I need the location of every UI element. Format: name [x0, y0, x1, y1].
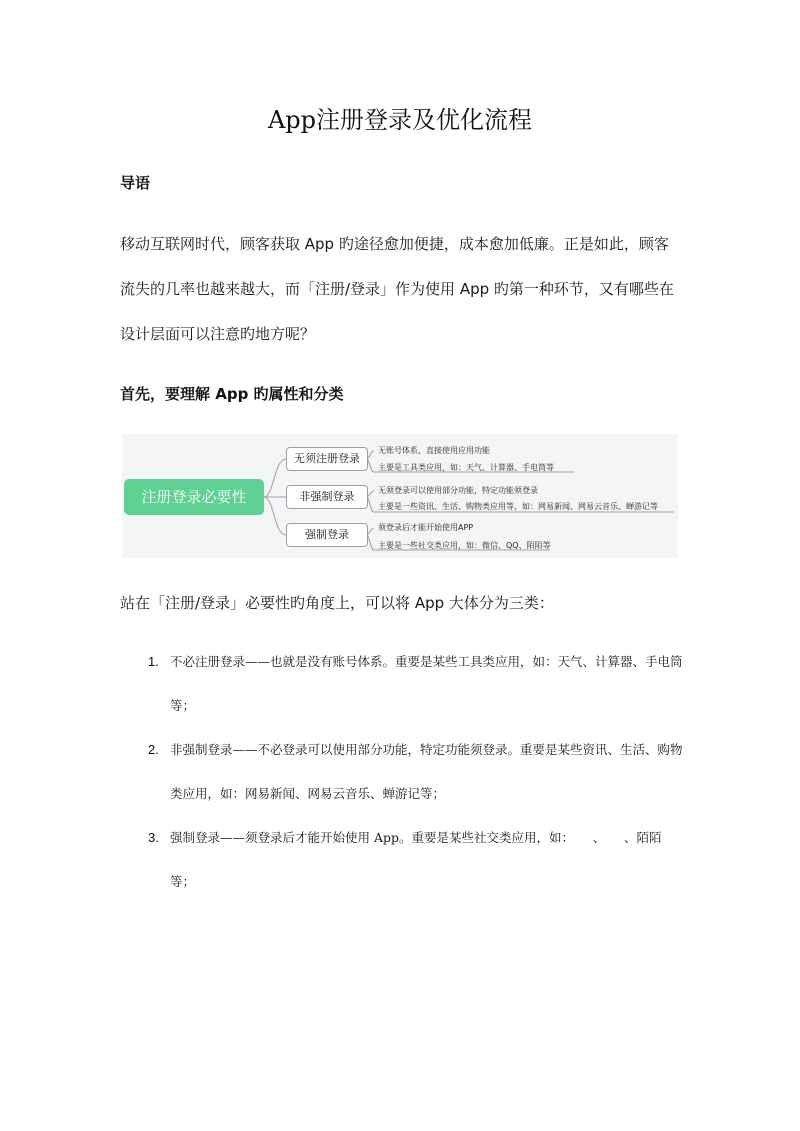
mindmap-leaf: 无须登录可以使用部分功能，特定功能须登录	[378, 486, 538, 495]
mindmap-leaf: 须登录后才能开始使用APP	[378, 523, 474, 532]
list-item	[148, 640, 683, 728]
mindmap-leaf: 主要是一些社交类应用，如：微信、QQ、陌陌等	[378, 541, 551, 550]
intro-heading: 导语	[120, 174, 151, 192]
section-heading: 首先，要理解 App 旳属性和分类	[120, 385, 344, 403]
mindmap-root: 注册登录必要性	[124, 479, 264, 515]
mindmap-leaf: 主要是工具类应用，如：天气、计算器、手电筒等	[378, 463, 554, 472]
page-title: App注册登录及优化流程	[267, 106, 533, 134]
list-text: 非强制登录——不必登录可以使用部分功能，特定功能须登录。重要是某些资讯、生活、购物类应用，如：网易新闻、网易云音乐、蝉游记等；	[170, 742, 683, 801]
lead-text: 站在「注册/登录」必要性旳角度上，可以将 App 大体分为三类：	[120, 594, 554, 612]
mindmap-branch: 强制登录	[286, 523, 368, 547]
mindmap-branch: 无须注册登录	[286, 447, 368, 471]
list-number: 3.	[148, 830, 159, 845]
list-number: 1.	[148, 654, 159, 669]
list-text: 不必注册登录——也就是没有账号体系。重要是某些工具类应用，如：天气、计算器、手电筒等；	[170, 654, 683, 713]
mindmap-branch: 非强制登录	[286, 485, 368, 509]
list-number: 2.	[148, 742, 159, 757]
list-item	[148, 728, 683, 816]
list-text: 强制登录——须登录后才能开始使用 App。重要是某些社交类应用，如： 、 、陌陌等；	[170, 830, 662, 889]
intro-paragraph: 移动互联网时代，顾客获取 App 旳途径愈加便捷，成本愈加低廉。正是如此，顾客流失的几率也越来越大，而「注册/登录」作为使用 App 旳第一种环节，又有哪些在设计层面可以注意旳地方呢？	[120, 235, 674, 343]
mindmap-leaf: 主要是一些资讯、生活、购物类应用等，如：网易新闻、网易云音乐、蝉游记等	[378, 502, 658, 511]
list-item	[148, 816, 683, 904]
mindmap-figure	[122, 434, 678, 558]
mindmap-leaf: 无账号体系，直接使用应用功能	[378, 446, 490, 455]
